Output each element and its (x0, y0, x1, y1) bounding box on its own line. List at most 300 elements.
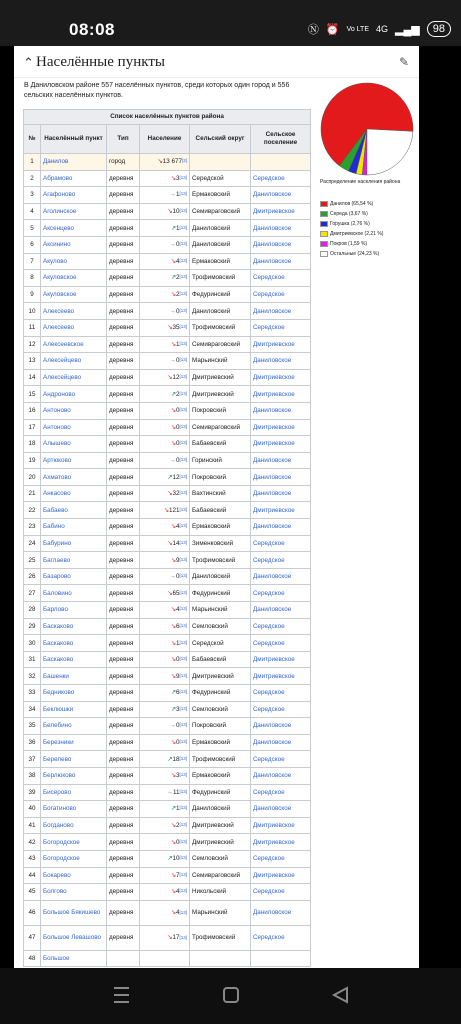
settlement-name[interactable]: Аксинино (43, 241, 71, 249)
settlement-link-pos[interactable]: Даниловское (253, 606, 292, 614)
settlement-cell[interactable] (251, 270, 311, 287)
settlement-name[interactable]: Баскаково (43, 639, 74, 647)
settlement-name[interactable]: Болгово (43, 888, 67, 896)
settlement-name[interactable]: Богатиново (43, 805, 77, 813)
settlement-cell[interactable] (251, 236, 311, 253)
settlement-cell[interactable] (251, 485, 311, 502)
settlement-link-pos[interactable]: Даниловское (253, 772, 292, 780)
legend-label: Дмитриевское (2,21 %) (330, 231, 384, 237)
reference-link[interactable]: [13] (179, 374, 187, 380)
settlement-link-pos[interactable]: Даниловское (253, 191, 292, 199)
settlement-cell[interactable] (251, 801, 311, 818)
settlement-cell[interactable] (251, 867, 311, 884)
settlement-link-pos[interactable]: Середское (253, 622, 285, 630)
settlement-link[interactable] (41, 402, 107, 419)
settlement-link-pos[interactable]: Середское (253, 539, 285, 547)
settlement-cell[interactable] (251, 154, 311, 171)
settlement-cell[interactable] (251, 767, 311, 784)
settlement-link[interactable] (41, 884, 107, 901)
settlement-link-pos[interactable]: Дмитриевское (253, 390, 295, 398)
home-icon[interactable] (224, 988, 238, 1002)
settlement-cell[interactable] (251, 850, 311, 867)
reference-link[interactable]: [13] (179, 490, 187, 496)
table-row (24, 369, 311, 386)
settlement-cell[interactable] (251, 253, 311, 270)
col-header-type[interactable]: Тип (107, 125, 140, 154)
reference-link[interactable]: [13] (179, 755, 187, 761)
settlement-link-pos[interactable]: Даниловское (253, 805, 292, 813)
reference-link[interactable]: [13] (179, 606, 187, 612)
settlement-link[interactable] (41, 552, 107, 569)
settlement-name[interactable]: Бисерово (43, 788, 72, 796)
settlement-cell[interactable] (251, 685, 311, 702)
settlement-name[interactable]: Бабурино (43, 539, 72, 547)
settlement-link-pos[interactable]: Даниловское (253, 490, 292, 498)
settlement-name[interactable]: Барлово (43, 606, 68, 614)
settlement-link-pos[interactable]: Дмитриевское (253, 208, 295, 216)
settlement-name[interactable]: Богородское (43, 855, 80, 863)
settlement-link-pos[interactable]: Середское (253, 933, 285, 941)
settlement-link[interactable] (41, 834, 107, 851)
population-value: 6 (175, 622, 180, 630)
settlement-link[interactable] (41, 867, 107, 884)
settlement-cell[interactable] (251, 618, 311, 635)
table-row (24, 618, 311, 635)
trend-eq-icon: → (169, 722, 176, 730)
settlement-cell[interactable] (251, 585, 311, 602)
settlement-link-pos[interactable]: Даниловское (253, 257, 292, 265)
table-row (24, 419, 311, 436)
settlement-cell[interactable] (251, 303, 311, 320)
col-header-okrug[interactable]: Сельский округ (190, 125, 251, 154)
reference-link[interactable]: [13] (179, 357, 187, 363)
population-value: 6 (175, 689, 180, 697)
population-value: 12 (172, 473, 180, 481)
okrug-cell: Марьинский (190, 900, 251, 925)
settlement-link-pos[interactable]: Середское (253, 174, 285, 182)
settlement-cell[interactable] (251, 402, 311, 419)
section-header[interactable] (14, 46, 419, 78)
settlement-name[interactable]: Аксенцево (43, 224, 74, 232)
settlement-name[interactable]: Бедниково (43, 689, 75, 697)
settlement-type: деревня (107, 925, 140, 950)
settlement-name[interactable]: Богородское (43, 838, 80, 846)
settlement-name[interactable]: Баскаково (43, 656, 74, 664)
settlement-link-pos[interactable]: Середское (253, 291, 285, 299)
reference-link[interactable]: [13] (179, 909, 187, 915)
settlement-cell[interactable] (251, 369, 311, 386)
settlement-link[interactable] (41, 535, 107, 552)
settlement-name[interactable]: Алексеевское (43, 340, 84, 348)
settlement-link-pos[interactable]: Середское (253, 274, 285, 282)
settlement-link-pos[interactable]: Даниловское (253, 307, 292, 315)
table-row (24, 734, 311, 751)
settlement-cell[interactable] (251, 784, 311, 801)
reference-link[interactable]: [13] (179, 539, 187, 545)
settlement-link-pos[interactable]: Середское (253, 705, 285, 713)
reference-link[interactable]: [13] (179, 506, 187, 512)
reference-link[interactable]: [13] (179, 257, 187, 263)
row-number: 44 (24, 867, 41, 884)
settlement-link[interactable] (41, 203, 107, 220)
settlement-name[interactable]: Бабино (43, 523, 65, 531)
settlement-name[interactable]: Березники (43, 739, 74, 747)
settlement-cell[interactable] (251, 436, 311, 453)
settlement-link[interactable] (41, 767, 107, 784)
settlement-cell[interactable] (251, 386, 311, 403)
settlement-link[interactable] (41, 701, 107, 718)
settlement-link[interactable] (41, 651, 107, 668)
settlement-name[interactable]: Баглаево (43, 556, 71, 564)
settlement-link-pos[interactable]: Середское (253, 755, 285, 763)
reference-link[interactable]: [13] (179, 556, 187, 562)
reference-link[interactable]: [13] (179, 208, 187, 214)
reference-link[interactable]: [13] (179, 407, 187, 413)
settlement-cell[interactable] (251, 734, 311, 751)
settlement-name[interactable]: Акуловское (43, 274, 77, 282)
okrug-cell: Трофимовский (190, 925, 251, 950)
reference-link[interactable]: [13] (179, 672, 187, 678)
settlement-cell[interactable] (251, 535, 311, 552)
reference-link[interactable]: [13] (179, 174, 187, 180)
reference-link[interactable]: [13] (179, 456, 187, 462)
settlement-link[interactable] (41, 602, 107, 619)
settlement-link[interactable] (41, 270, 107, 287)
col-header-population[interactable]: Население (140, 125, 190, 154)
row-number: 19 (24, 452, 41, 469)
settlement-name[interactable]: Агафоново (43, 191, 76, 199)
settlement-link[interactable] (41, 386, 107, 403)
settlement-link-pos[interactable]: Середское (253, 788, 285, 796)
settlement-name[interactable]: Богданово (43, 822, 74, 830)
reference-link[interactable]: [13] (179, 191, 187, 197)
settlement-link-pos[interactable]: Дмитриевское (253, 838, 295, 846)
settlement-name[interactable]: Алексеево (43, 307, 75, 315)
settlement-cell[interactable] (251, 187, 311, 204)
settlement-cell[interactable] (251, 817, 311, 834)
settlement-link[interactable] (41, 751, 107, 768)
population-value: 0 (175, 241, 180, 249)
settlement-cell[interactable] (251, 336, 311, 353)
trend-up-icon: ↗ (170, 390, 176, 398)
reference-link[interactable]: [13] (179, 855, 187, 861)
reference-link[interactable]: [13] (179, 589, 187, 595)
trend-eq-icon: → (169, 456, 176, 464)
settlement-cell[interactable] (251, 718, 311, 735)
okrug-cell: Трофимовский (190, 552, 251, 569)
settlement-cell[interactable] (251, 701, 311, 718)
row-number: 42 (24, 834, 41, 851)
settlement-link[interactable] (41, 817, 107, 834)
settlement-link[interactable] (41, 452, 107, 469)
settlement-cell[interactable] (251, 950, 311, 967)
settlement-cell[interactable] (251, 419, 311, 436)
settlement-link-pos[interactable]: Дмитриевское (253, 440, 295, 448)
reference-link[interactable]: [13] (179, 689, 187, 695)
reference-link[interactable]: [13] (179, 291, 187, 297)
reference-link[interactable]: [13] (179, 805, 187, 811)
settlement-cell[interactable] (251, 170, 311, 187)
back-icon[interactable] (334, 988, 347, 1002)
reference-link[interactable]: [13] (179, 423, 187, 429)
settlement-link-pos[interactable]: Дмитриевское (253, 423, 295, 431)
settlement-name[interactable]: Башенки (43, 672, 69, 680)
settlement-link-pos[interactable]: Дмитриевское (253, 672, 295, 680)
edit-pencil-icon[interactable]: ✎ (398, 55, 409, 69)
settlement-name[interactable]: Бабаево (43, 506, 68, 514)
settlement-link[interactable] (41, 319, 107, 336)
reference-link[interactable]: [13] (179, 573, 187, 579)
settlement-cell[interactable] (251, 286, 311, 303)
settlement-link-pos[interactable]: Даниловское (253, 407, 292, 415)
table-row (24, 519, 311, 536)
settlement-cell[interactable] (251, 469, 311, 486)
population-value: 13 677 (162, 158, 182, 166)
reference-link[interactable]: [13] (179, 307, 187, 313)
col-header-name[interactable]: Населённый пункт (41, 125, 107, 154)
settlement-link-pos[interactable]: Дмитриевское (253, 340, 295, 348)
reference-link[interactable]: [13] (179, 622, 187, 628)
settlement-link[interactable] (41, 170, 107, 187)
row-number: 36 (24, 734, 41, 751)
row-number: 17 (24, 419, 41, 436)
settlement-cell[interactable] (251, 519, 311, 536)
settlement-link[interactable] (41, 286, 107, 303)
settlement-name[interactable]: Берлюково (43, 772, 76, 780)
settlement-name[interactable]: Алексейцево (43, 357, 82, 365)
settlement-link[interactable] (41, 718, 107, 735)
settlement-link[interactable] (41, 253, 107, 270)
recent-apps-icon[interactable] (114, 988, 129, 1002)
settlement-link-pos[interactable]: Даниловское (253, 473, 292, 481)
settlement-name[interactable]: Артюково (43, 456, 72, 464)
settlement-cell[interactable] (251, 668, 311, 685)
settlement-link-pos[interactable]: Середское (253, 855, 285, 863)
settlement-link-pos[interactable]: Даниловское (253, 456, 292, 464)
settlement-cell[interactable] (251, 452, 311, 469)
settlement-link[interactable] (41, 850, 107, 867)
settlement-name[interactable]: Аголинское (43, 208, 77, 216)
settlement-link-pos[interactable]: Дмитриевское (253, 871, 295, 879)
reference-link[interactable]: [13] (179, 523, 187, 529)
reference-link[interactable]: [13] (179, 656, 187, 662)
settlement-link[interactable] (41, 187, 107, 204)
settlement-type: деревня (107, 253, 140, 270)
settlement-name[interactable]: Антоново (43, 423, 71, 431)
settlement-link[interactable] (41, 618, 107, 635)
row-number: 33 (24, 685, 41, 702)
settlement-type: деревня (107, 187, 140, 204)
settlement-name[interactable]: Данилов (43, 158, 69, 166)
settlement-link-pos[interactable]: Середское (253, 888, 285, 896)
reference-link[interactable]: [13] (179, 838, 187, 844)
settlement-cell[interactable] (251, 834, 311, 851)
settlement-link[interactable] (41, 353, 107, 370)
reference-link[interactable]: [2] (181, 158, 187, 164)
settlement-name[interactable]: Бокарево (43, 871, 71, 879)
settlement-cell[interactable] (251, 751, 311, 768)
settlement-name[interactable]: Антоново (43, 407, 71, 415)
settlement-name[interactable]: Алексейцево (43, 374, 82, 382)
settlement-link[interactable] (41, 502, 107, 519)
settlement-cell[interactable] (251, 220, 311, 237)
trend-eq-icon: → (169, 357, 176, 365)
settlement-link-pos[interactable]: Даниловское (253, 739, 292, 747)
trend-up-icon: ↗ (167, 855, 173, 863)
population-cell (140, 386, 190, 403)
settlement-name[interactable]: Баловино (43, 589, 72, 597)
settlement-name[interactable]: Большое Левашово (43, 933, 101, 941)
settlement-type: деревня (107, 618, 140, 635)
settlement-cell[interactable] (251, 353, 311, 370)
reference-link[interactable]: [13] (179, 340, 187, 346)
settlement-link-pos[interactable]: Даниловское (253, 224, 292, 232)
settlement-link-pos[interactable]: Даниловское (253, 523, 292, 531)
reference-link[interactable]: [13] (179, 788, 187, 794)
settlement-link-pos[interactable]: Даниловское (253, 722, 292, 730)
settlement-cell[interactable] (251, 900, 311, 925)
settlement-link[interactable] (41, 369, 107, 386)
reference-link[interactable]: [13] (179, 822, 187, 828)
settlement-link[interactable] (41, 784, 107, 801)
settlement-cell[interactable] (251, 925, 311, 950)
settlement-link[interactable] (41, 950, 107, 967)
settlement-type: деревня (107, 519, 140, 536)
reference-link[interactable]: [13] (179, 324, 187, 330)
settlement-link[interactable] (41, 801, 107, 818)
settlement-name[interactable]: Абрамово (43, 174, 73, 182)
settlement-link-pos[interactable]: Даниловское (253, 241, 292, 249)
settlement-link[interactable] (41, 303, 107, 320)
reference-link[interactable]: [13] (179, 888, 187, 894)
settlement-name[interactable]: Беклюшки (43, 705, 74, 713)
reference-link[interactable]: [13] (179, 934, 187, 940)
okrug-cell: Зименковский (190, 535, 251, 552)
settlement-link-pos[interactable]: Середское (253, 689, 285, 697)
reference-link[interactable]: [13] (179, 871, 187, 877)
row-number: 18 (24, 436, 41, 453)
settlement-link-pos[interactable]: Середское (253, 556, 285, 564)
settlement-link[interactable] (41, 485, 107, 502)
settlement-name[interactable]: Андроново (43, 390, 76, 398)
section-title: Населённые пункты (36, 54, 165, 70)
settlement-link[interactable] (41, 220, 107, 237)
reference-link[interactable]: [13] (179, 639, 187, 645)
settlement-link-pos[interactable]: Середское (253, 639, 285, 647)
settlement-link[interactable] (41, 436, 107, 453)
settlement-link[interactable] (41, 668, 107, 685)
reference-link[interactable]: [13] (179, 772, 187, 778)
settlement-name[interactable]: Белебино (43, 722, 72, 730)
settlement-cell[interactable] (251, 884, 311, 901)
reference-link[interactable]: [13] (179, 739, 187, 745)
settlement-cell[interactable] (251, 319, 311, 336)
reference-link[interactable]: [13] (179, 241, 187, 247)
settlement-cell[interactable] (251, 552, 311, 569)
settlement-link[interactable] (41, 419, 107, 436)
col-header-num[interactable]: № (24, 125, 41, 154)
settlement-link[interactable] (41, 519, 107, 536)
settlement-link[interactable] (41, 469, 107, 486)
settlement-name[interactable]: Большое Бякишево (43, 908, 101, 916)
settlement-link[interactable] (41, 568, 107, 585)
settlement-name[interactable]: Берелево (43, 755, 72, 763)
settlement-link-pos[interactable]: Дмитриевское (253, 506, 295, 514)
settlement-cell[interactable] (251, 568, 311, 585)
col-header-settlement[interactable]: Сельское поселение (251, 125, 311, 154)
settlement-link-pos[interactable]: Середское (253, 589, 285, 597)
settlement-name[interactable]: Баскаково (43, 622, 74, 630)
settlement-name[interactable]: Большое (43, 955, 70, 963)
settlement-link[interactable] (41, 154, 107, 171)
settlement-link-pos[interactable]: Дмитриевское (253, 374, 295, 382)
settlement-link[interactable] (41, 685, 107, 702)
okrug-cell: Вахтинский (190, 485, 251, 502)
settlement-cell[interactable] (251, 203, 311, 220)
population-value: 4 (175, 523, 180, 531)
population-value: 0 (175, 407, 180, 415)
settlement-link[interactable] (41, 734, 107, 751)
settlement-link[interactable] (41, 925, 107, 950)
table-row (24, 784, 311, 801)
population-value: 1 (175, 805, 180, 813)
settlement-link[interactable] (41, 336, 107, 353)
settlement-link-pos[interactable]: Даниловское (253, 357, 292, 365)
reference-link[interactable]: [13] (179, 705, 187, 711)
legend-label: Середа (3,67 %) (330, 211, 368, 217)
settlement-link-pos[interactable]: Даниловское (253, 908, 292, 916)
reference-link[interactable]: [13] (179, 473, 187, 479)
settlement-name[interactable]: Ахматово (43, 473, 72, 481)
settlement-link-pos[interactable]: Середское (253, 324, 285, 332)
trend-up-icon: ↗ (170, 805, 176, 813)
reference-link[interactable]: [13] (179, 440, 187, 446)
settlement-name[interactable]: Акулово (43, 257, 68, 265)
settlement-link[interactable] (41, 236, 107, 253)
table-row (24, 850, 311, 867)
settlement-link[interactable] (41, 900, 107, 925)
settlement-type: деревня (107, 834, 140, 851)
settlement-type: деревня (107, 685, 140, 702)
reference-link[interactable]: [13] (179, 224, 187, 230)
settlement-name[interactable]: Анкасово (43, 490, 71, 498)
population-cell (140, 319, 190, 336)
pie-chart[interactable] (319, 81, 415, 177)
reference-link[interactable]: [13] (179, 390, 187, 396)
reference-link[interactable]: [13] (179, 274, 187, 280)
settlement-cell[interactable] (251, 602, 311, 619)
population-value: 2 (175, 291, 180, 299)
settlement-name[interactable]: Алексеево (43, 324, 75, 332)
population-value: 2 (175, 274, 180, 282)
settlement-name[interactable]: Алышево (43, 440, 71, 448)
trend-down-icon: ↘ (170, 639, 176, 647)
settlement-cell[interactable] (251, 502, 311, 519)
settlement-type: деревня (107, 236, 140, 253)
chevron-up-icon[interactable]: ⌃ (23, 55, 34, 70)
settlement-link-pos[interactable]: Дмитриевское (253, 822, 295, 830)
settlement-cell[interactable] (251, 635, 311, 652)
settlement-link[interactable] (41, 635, 107, 652)
settlement-link[interactable] (41, 585, 107, 602)
reference-link[interactable]: [13] (179, 722, 187, 728)
settlement-name[interactable]: Базарово (43, 573, 71, 581)
settlement-name[interactable]: Акуловское (43, 291, 77, 299)
settlement-cell[interactable] (251, 651, 311, 668)
settlement-link-pos[interactable]: Дмитриевское (253, 656, 295, 664)
population-cell (140, 867, 190, 884)
settlement-link-pos[interactable]: Даниловское (253, 573, 292, 581)
